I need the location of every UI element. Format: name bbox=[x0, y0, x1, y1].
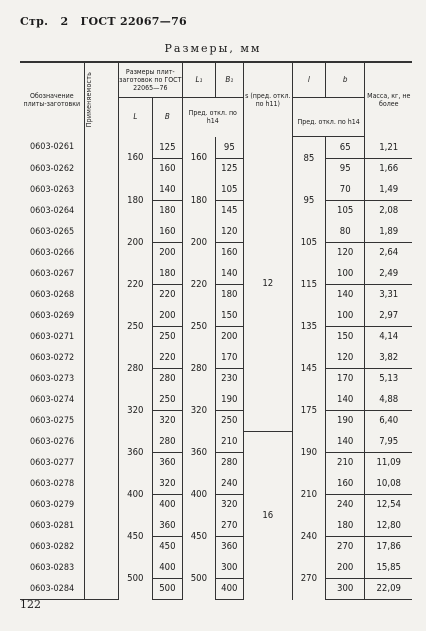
applicability-cell bbox=[84, 137, 118, 159]
B1-cell: 125 bbox=[215, 158, 243, 179]
mass-cell: 15,85 bbox=[365, 557, 412, 578]
L1-cell: 360 bbox=[182, 431, 215, 473]
L-cell: 500 bbox=[118, 557, 152, 600]
mass-cell: 4,88 bbox=[365, 389, 412, 410]
mass-cell: 1,49 bbox=[365, 179, 412, 200]
header-tol-h14-b: Пред. откл. по h14 bbox=[292, 108, 365, 137]
B1-cell: 200 bbox=[215, 326, 243, 347]
mass-cell: 2,49 bbox=[365, 263, 412, 284]
b-cell: 65 bbox=[325, 137, 365, 159]
B-cell: 200 bbox=[152, 305, 182, 326]
b-cell: 140 bbox=[325, 389, 365, 410]
designation-cell: 0603-0282 bbox=[30, 541, 75, 552]
table-body bbox=[20, 137, 412, 600]
L1-cell: 160 bbox=[182, 137, 215, 180]
l-cell: 175 bbox=[292, 389, 325, 431]
applicability-cell bbox=[84, 536, 118, 557]
B1-cell: 140 bbox=[215, 263, 243, 284]
header-B1: B₁ bbox=[215, 62, 243, 98]
l-cell: 240 bbox=[292, 515, 325, 557]
L-cell: 450 bbox=[118, 515, 152, 557]
b-cell: 70 bbox=[325, 179, 365, 200]
applicability-cell bbox=[84, 221, 118, 242]
B1-cell: 270 bbox=[215, 515, 243, 536]
B-cell: 200 bbox=[152, 242, 182, 263]
B-cell: 280 bbox=[152, 368, 182, 389]
designation-cell: 0603-0261 bbox=[30, 142, 75, 153]
l-cell: 105 bbox=[292, 221, 325, 263]
designation-cell: 0603-0274 bbox=[30, 394, 75, 405]
header-s: s (пред. откл. по h11) bbox=[243, 62, 292, 137]
table-row bbox=[20, 347, 412, 368]
L1-cell: 200 bbox=[182, 221, 215, 263]
page-number: 2 bbox=[60, 15, 69, 28]
l-cell: 145 bbox=[292, 347, 325, 389]
l-cell: 190 bbox=[292, 431, 325, 473]
mass-cell: 1,89 bbox=[365, 221, 412, 242]
header-tol-h14-a: Пред. откл. по h14 bbox=[182, 98, 243, 137]
header-b: b bbox=[325, 62, 365, 98]
mass-cell: 2,08 bbox=[365, 200, 412, 221]
mass-cell: 5,13 bbox=[365, 368, 412, 389]
l-cell: 210 bbox=[292, 473, 325, 515]
table-row bbox=[20, 158, 412, 179]
B-cell: 220 bbox=[152, 284, 182, 305]
mass-cell: 22,09 bbox=[365, 578, 412, 600]
B1-cell: 145 bbox=[215, 200, 243, 221]
applicability-cell bbox=[84, 179, 118, 200]
designation-cell: 0603-0281 bbox=[30, 520, 75, 531]
b-cell: 80 bbox=[325, 221, 365, 242]
applicability-cell bbox=[84, 431, 118, 452]
L-cell: 400 bbox=[118, 473, 152, 515]
header-l: l bbox=[292, 62, 325, 98]
table-row bbox=[20, 200, 412, 221]
applicability-cell bbox=[84, 494, 118, 515]
designation-cell: 0603-0284 bbox=[20, 578, 84, 600]
b-cell: 100 bbox=[325, 305, 365, 326]
table-row bbox=[20, 410, 412, 431]
b-cell: 120 bbox=[325, 347, 365, 368]
table-row bbox=[20, 137, 412, 159]
B-cell: 280 bbox=[152, 431, 182, 452]
B-cell: 320 bbox=[152, 473, 182, 494]
table-row bbox=[20, 305, 412, 326]
b-cell: 150 bbox=[325, 326, 365, 347]
table-row bbox=[20, 263, 412, 284]
B-cell: 360 bbox=[152, 452, 182, 473]
page-label: Стр. bbox=[20, 15, 49, 28]
L1-cell: 280 bbox=[182, 347, 215, 389]
designation-cell: 0603-0277 bbox=[30, 457, 75, 468]
B1-cell: 320 bbox=[215, 494, 243, 515]
b-cell: 170 bbox=[325, 368, 365, 389]
l-cell: 270 bbox=[292, 557, 325, 600]
header-mass: Масса, кг, не более bbox=[365, 62, 412, 137]
B1-cell: 170 bbox=[215, 347, 243, 368]
mass-cell: 11,09 bbox=[365, 452, 412, 473]
B1-cell: 360 bbox=[215, 536, 243, 557]
applicability-cell bbox=[84, 305, 118, 326]
B1-cell: 160 bbox=[215, 242, 243, 263]
B1-cell: 300 bbox=[215, 557, 243, 578]
L-cell: 360 bbox=[118, 431, 152, 473]
table-row bbox=[20, 368, 412, 389]
L-cell: 180 bbox=[118, 179, 152, 221]
applicability-cell bbox=[84, 578, 118, 600]
B1-cell: 120 bbox=[215, 221, 243, 242]
designation-cell: 0603-0265 bbox=[30, 226, 75, 237]
designation-cell: 0603-0283 bbox=[30, 562, 75, 573]
table-row bbox=[20, 242, 412, 263]
designation-cell: 0603-0279 bbox=[30, 499, 75, 510]
b-cell: 210 bbox=[325, 452, 365, 473]
b-cell: 120 bbox=[325, 242, 365, 263]
header-blank-sizes: Размеры плит-заготовок по ГОСТ 22065—76 bbox=[118, 62, 182, 98]
applicability-cell bbox=[84, 368, 118, 389]
B1-cell: 190 bbox=[215, 389, 243, 410]
mass-cell: 2,64 bbox=[365, 242, 412, 263]
table-header bbox=[20, 62, 412, 137]
mass-cell: 10,08 bbox=[365, 473, 412, 494]
mass-cell: 1,66 bbox=[365, 158, 412, 179]
B-cell: 180 bbox=[152, 263, 182, 284]
B-cell: 400 bbox=[152, 557, 182, 578]
applicability-cell bbox=[84, 242, 118, 263]
header-L: L bbox=[118, 98, 152, 137]
mass-cell: 7,95 bbox=[365, 431, 412, 452]
B1-cell: 95 bbox=[215, 137, 243, 159]
header-L1: L₁ bbox=[182, 62, 215, 98]
mass-cell: 12,54 bbox=[365, 494, 412, 515]
b-cell: 95 bbox=[325, 158, 365, 179]
designation-cell: 0603-0269 bbox=[30, 310, 75, 321]
b-cell: 190 bbox=[325, 410, 365, 431]
table-row bbox=[20, 578, 412, 600]
header-applicability bbox=[84, 62, 118, 137]
applicability-cell bbox=[84, 389, 118, 410]
b-cell: 140 bbox=[325, 431, 365, 452]
l-cell: 85 bbox=[292, 137, 325, 180]
b-cell: 180 bbox=[325, 515, 365, 536]
table-row bbox=[20, 473, 412, 494]
table-row bbox=[20, 494, 412, 515]
footer-page-number: 122 bbox=[20, 598, 41, 611]
L-cell: 160 bbox=[118, 137, 152, 180]
designation-cell: 0603-0268 bbox=[30, 289, 75, 300]
L1-cell: 220 bbox=[182, 263, 215, 305]
applicability-cell bbox=[84, 326, 118, 347]
designation-cell: 0603-0266 bbox=[30, 247, 75, 258]
table-row bbox=[20, 557, 412, 578]
designation-cell: 0603-0263 bbox=[30, 184, 75, 195]
table-row bbox=[20, 179, 412, 200]
mass-cell: 3,82 bbox=[365, 347, 412, 368]
table-row bbox=[20, 452, 412, 473]
b-cell: 160 bbox=[325, 473, 365, 494]
header-applicability-text: Применяемость bbox=[84, 72, 93, 128]
B1-cell: 210 bbox=[215, 431, 243, 452]
b-cell: 140 bbox=[325, 284, 365, 305]
mass-cell: 3,31 bbox=[365, 284, 412, 305]
applicability-cell bbox=[84, 200, 118, 221]
applicability-cell bbox=[84, 284, 118, 305]
mass-cell: 2,97 bbox=[365, 305, 412, 326]
B-cell: 125 bbox=[152, 137, 182, 159]
L1-cell: 400 bbox=[182, 473, 215, 515]
B-cell: 160 bbox=[152, 221, 182, 242]
applicability-cell bbox=[84, 557, 118, 578]
B1-cell: 105 bbox=[215, 179, 243, 200]
L-cell: 200 bbox=[118, 221, 152, 263]
L1-cell: 320 bbox=[182, 389, 215, 431]
mass-cell: 1,21 bbox=[365, 137, 412, 159]
page-header bbox=[20, 15, 195, 28]
L1-cell: 180 bbox=[182, 179, 215, 221]
L-cell: 250 bbox=[118, 305, 152, 347]
applicability-cell bbox=[84, 452, 118, 473]
mass-cell: 4,14 bbox=[365, 326, 412, 347]
B1-cell: 400 bbox=[215, 578, 243, 600]
B-cell: 360 bbox=[152, 515, 182, 536]
B-cell: 320 bbox=[152, 410, 182, 431]
B-cell: 140 bbox=[152, 179, 182, 200]
s-cell: 16 bbox=[243, 431, 292, 600]
L-cell: 220 bbox=[118, 263, 152, 305]
table-row bbox=[20, 221, 412, 242]
B-cell: 250 bbox=[152, 389, 182, 410]
L-cell: 320 bbox=[118, 389, 152, 431]
B-cell: 220 bbox=[152, 347, 182, 368]
l-cell: 95 bbox=[292, 179, 325, 221]
designation-cell: 0603-0275 bbox=[30, 415, 75, 426]
table-row bbox=[20, 389, 412, 410]
mass-cell: 17,86 bbox=[365, 536, 412, 557]
table-title: Размеры, мм bbox=[164, 42, 262, 55]
b-cell: 240 bbox=[325, 494, 365, 515]
L-cell: 280 bbox=[118, 347, 152, 389]
table-row bbox=[20, 515, 412, 536]
applicability-cell bbox=[84, 263, 118, 284]
B1-cell: 240 bbox=[215, 473, 243, 494]
s-cell: 12 bbox=[243, 137, 292, 432]
l-cell: 115 bbox=[292, 263, 325, 305]
table-row bbox=[20, 326, 412, 347]
b-cell: 100 bbox=[325, 263, 365, 284]
applicability-cell bbox=[84, 347, 118, 368]
B1-cell: 230 bbox=[215, 368, 243, 389]
standard-code: ГОСТ 22067—76 bbox=[80, 15, 187, 28]
B-cell: 160 bbox=[152, 158, 182, 179]
designation-cell: 0603-0262 bbox=[30, 163, 75, 174]
B1-cell: 150 bbox=[215, 305, 243, 326]
L1-cell: 500 bbox=[182, 557, 215, 600]
applicability-cell bbox=[84, 473, 118, 494]
b-cell: 270 bbox=[325, 536, 365, 557]
B-cell: 250 bbox=[152, 326, 182, 347]
B1-cell: 250 bbox=[215, 410, 243, 431]
table-row bbox=[20, 284, 412, 305]
designation-cell: 0603-0272 bbox=[30, 352, 75, 363]
designation-cell: 0603-0271 bbox=[30, 331, 75, 342]
mass-cell: 6,40 bbox=[365, 410, 412, 431]
b-cell: 200 bbox=[325, 557, 365, 578]
designation-cell: 0603-0278 bbox=[30, 478, 75, 489]
applicability-cell bbox=[84, 410, 118, 431]
designation-cell: 0603-0273 bbox=[30, 373, 75, 384]
b-cell: 105 bbox=[325, 200, 365, 221]
dimensions-table bbox=[20, 61, 412, 600]
applicability-cell bbox=[84, 158, 118, 179]
designation-cell: 0603-0267 bbox=[30, 268, 75, 279]
l-cell: 135 bbox=[292, 305, 325, 347]
L1-cell: 450 bbox=[182, 515, 215, 557]
B-cell: 500 bbox=[152, 578, 182, 600]
B-cell: 450 bbox=[152, 536, 182, 557]
header-designation: Обозначение плиты-заготовки bbox=[20, 62, 84, 137]
B-cell: 400 bbox=[152, 494, 182, 515]
b-cell: 300 bbox=[325, 578, 365, 600]
applicability-cell bbox=[84, 515, 118, 536]
designation-cell: 0603-0276 bbox=[30, 436, 75, 447]
table-row bbox=[20, 431, 412, 452]
header-lb-spacer bbox=[292, 98, 365, 109]
mass-cell: 12,80 bbox=[365, 515, 412, 536]
L1-cell: 250 bbox=[182, 305, 215, 347]
table-row bbox=[20, 536, 412, 557]
header-B: B bbox=[152, 98, 182, 137]
B1-cell: 180 bbox=[215, 284, 243, 305]
B-cell: 180 bbox=[152, 200, 182, 221]
designation-cell: 0603-0264 bbox=[30, 205, 75, 216]
B1-cell: 280 bbox=[215, 452, 243, 473]
